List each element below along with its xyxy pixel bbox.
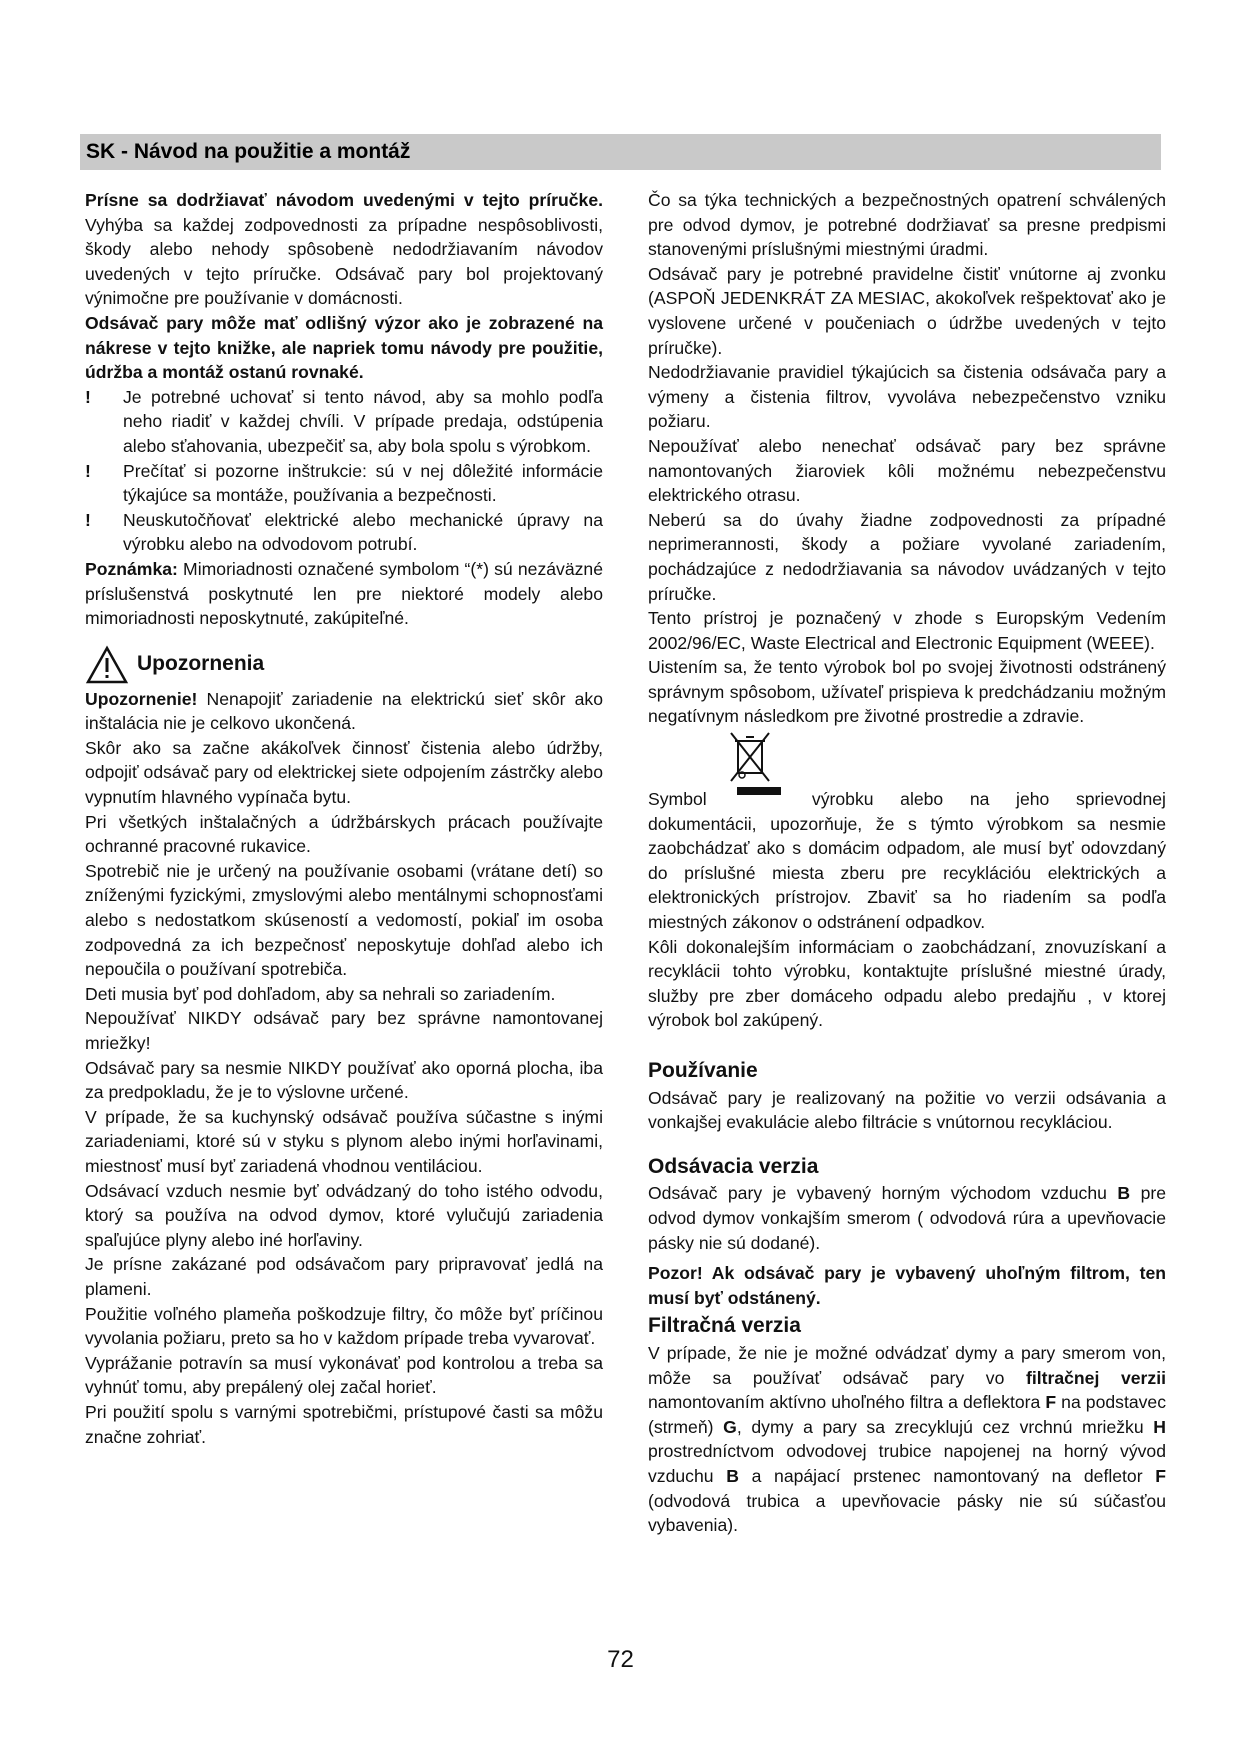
warnings-title: Upozornenia [137,652,265,676]
paragraph: Je prísne zakázané pod odsávačom pary pripravovať jedlá na plameni. [85,1254,603,1299]
warnings-heading [85,645,603,685]
paragraph: Neberú sa do úvahy žiadne zodpovednosti za prípadné neprimerannosti, škody a požiare vyvolané zariadením, pochádzajúce z nedodržiavania sa návodov uvádzaných v tejto príručke. [648,509,1166,604]
suction-text: Odsávač pary je vybavený horným východom vzduchu [648,1183,1118,1204]
exclamation-icon: ! [85,509,91,530]
symbol-word: jeho [1016,789,1050,810]
usage-title: Používanie [648,1059,758,1082]
filter-text: prostredníctvom odvodovej trubice napojenej na horný vývod vzduchu [648,1441,1166,1486]
page-number: 72 [607,1646,634,1673]
bullet-item [85,508,603,557]
label-g: G [723,1416,737,1437]
label-f: F [1045,1392,1057,1413]
filter-paragraph [648,1341,1166,1538]
filter-text: , dymy a pary sa zrecyklujú cez vrchnú mriežku [736,1416,1154,1437]
paragraph: Deti musia byť pod dohľadom, aby sa nehrali so zariadením. [85,983,556,1004]
caution-paragraph: Pozor! Ak odsávač pary je vybavený uhoľným filtrom, ten musí byť odstánený. [648,1263,1166,1308]
note-text: Mimoriadnosti označené symbolom “(*) sú nezáväzné príslušenstvá poskytnuté len pre niektoré modely alebo mimoriadnosti neposkytnuté, zakúpiteľné. [85,558,603,629]
symbol-paragraph: dokumentácii, upozorňuje, že s týmto výrobkom sa nesmie zaobchádzať ako s domácim odpadom, ale musí byť odovzdaný do príslušné miesta zberu pre recyklációu elektrických a elektronických prístrojov. Zbaviť sa ho riadením sa podľa miestných zákonov o odstránení odpadkov. [648,813,1166,933]
paragraph: Skôr ako sa začne akákoľvek činnosť čistenia alebo údržby, odpojiť odsávač pary od elektrickej siete odpojením zástrčky alebo vypnutím hlavného vypínača bytu. [85,737,603,808]
paragraph: Použitie voľného plameňa poškodzuje filtry, čo môže byť príčinou vyvolania požiaru, preto sa ho v každom prípade treba vyvarovať. [85,1303,603,1349]
symbol-word: na [969,789,990,810]
label-f: F [1155,1465,1166,1486]
symbol-word: Symbol [648,789,707,810]
bullet-text: Je potrebné uchovať si tento návod, aby sa mohlo podľa neho riadiť v každej chvíli. V prípade predaja, odstúpenia alebo sťahovania, ubezpečiť sa, aby bola spolu s výrobkom. [123,386,603,456]
paragraph: Nedodržiavanie pravidiel týkajúcich sa čistenia odsávača pary a výmeny a čistenia filtrov, vyvoláva nebezpečenstvo vzniku požiaru. [648,362,1166,432]
warning-text: Nenapojiť zariadenie na elektrickú sieť skôr ako inštalácia nie je celkovo ukončená. [85,688,603,734]
intro-paragraph [85,188,603,311]
crossed-bin-icon [728,729,772,785]
paragraph: Pri všetkých inštalačných a údržbárskych prácach používajte ochranné pracovné rukavice. [85,811,603,857]
intro-text: Vyhýba sa každej zodpovednosti za prípadne nespôsoblivosti, škody alebo nehody spôsobenè nedodržiavaním návodov uvedených v tejto príručke. Odsávač pary bol projektovaný výnimočne pre používanie v domácnosti. [85,214,603,309]
filter-title: Filtračná verzia [648,1314,801,1338]
warning-paragraph [85,687,603,736]
paragraph: Pri použití spolu s varnými spotrebičmi, prístupové časti sa môžu značne zohriať. [85,1401,603,1447]
intro-bold: Prísne sa dodržiavať návodom uvedenými v tejto príručke. [85,190,603,210]
label-b: B [1117,1183,1131,1204]
filter-text: (odvodová trubica a upevňovacie pásky nie sú súčasťou vybavenia). [648,1490,1166,1536]
filter-bold: filtračnej verzii [1026,1367,1166,1388]
filter-text: namontovaním aktívno uhoľného filtra a deflektora [648,1392,1046,1413]
paragraph: Nepoužívať alebo nenechať odsávač pary bez správne namontovaných žiaroviek kôli možnému nebezpečenstvu elektrického otrasu. [648,435,1166,506]
info-paragraph: Kôli dokonalejším informáciam o zaobchádzaní, znovuzískaní a recyklácii tohto výrobku, kontaktujte príslušné miestné úrady, služby pre zber domáceho odpadu alebo predajňu , v ktorej výrobok bol zakúpený. [648,936,1166,1031]
suction-title: Odsávacia verzia [648,1154,819,1178]
label-h: H [1153,1416,1167,1437]
page-title: SK - Návod na použitie a montáž [86,140,411,163]
warning-label: Upozornenie! [85,688,198,709]
bullet-text: Neuskutočňovať elektrické alebo mechanické úpravy na výrobku alebo na odvodovom potrubí. [123,509,603,555]
filter-text: V prípade, že nie je možné odvádzať dymy a pary smerom von, môže sa používať odsávač pary vo [648,1342,1166,1388]
exclamation-icon: ! [85,460,91,481]
paragraph: Spotrebič nie je určený na používanie osobami (vrátane detí) so zníženými fyzickými, zmyslovými alebo mentálnymi schopnosťami alebo s nedostatkom skúseností a vedomostí, pokiaľ im osoba zodpovedná za ich bezpečnosť neposkytuje dohľad alebo ich nepoučila o používaní spotrebiča. [85,860,603,980]
bullet-text: Prečítať si pozorne inštrukcie: sú v nej dôležité informácie týkajúce sa montáže, používania a bezpečnosti. [123,460,603,506]
paragraph: Čo sa týka technických a bezpečnostných opatrení schválených pre odvod dymov, je potrebné dodržiavať sa presne predpismi stanovenými príslušnými miestnými úradmi. [648,190,1166,260]
exclamation-icon: ! [85,386,91,407]
symbol-line [648,787,1166,812]
warning-triangle-icon [85,645,129,685]
symbol-word: sprievodnej [1075,789,1166,810]
symbol-bar-icon [737,787,781,795]
filter-text: na podstavec (strmeň) [648,1392,1166,1437]
bullet-item [85,459,603,508]
symbol-word: alebo [900,789,944,810]
paragraph: Vyprážanie potravín sa musí vykonávať pod kontrolou a treba sa vyhnúť tomu, aby prepálený olej začal horieť. [85,1352,603,1398]
paragraph: Odsávač pary je potrebné pravidelne čistiť vnútorne aj zvonku (ASPOŇ JEDENKRÁT ZA MESIAC, akokoľvek rešpektovať ako je vyslovene určené v poučeniach o údržbe uvedených v tejto príručke). [648,263,1166,358]
paragraph: Odsávač pary sa nesmie NIKDY používať ako oporná plocha, iba za predpokladu, že je to výslovne určené. [85,1057,603,1103]
paragraph: Nepoužívať NIKDY odsávač pary bez správne namontovanej mriežky! [85,1008,603,1053]
right-column [648,188,1166,1538]
paragraph: Uistením sa, že tento výrobok bol po svojej životnosti odstránený správnym spôsobom, užívateľ prispieva k predchádzaniu možným negatívnym následkom pre životné prostredie a zdravie. [648,657,1166,727]
bullet-item [85,385,603,459]
symbol-word: výrobku [811,789,874,810]
label-b: B [726,1465,739,1486]
note-label: Poznámka: [85,558,178,579]
appearance-note: Odsávač pary môže mať odlišný výzor ako je zobrazené na nákrese v tejto knižke, ale napriek tomu návody pre použitie, údržba a montáž ostanú rovnaké. [85,312,603,383]
paragraph: Odsávací vzduch nesmie byť odvádzaný do toho istého odvodu, ktorý sa používa na odvod dymov, ktoré vylučujú zariadenia spaľujúce plyny alebo iné horľaviny. [85,1180,603,1250]
paragraph: V prípade, že sa kuchynský odsávač používa súčastne s inými zariadeniami, ktoré sú v styku s plynom alebo inými horľavinami, miestnosť musí byť zariadená vhodnou ventiláciou. [85,1106,603,1176]
note-paragraph [85,557,603,631]
paragraph: Tento prístroj je poznačený v zhode s Europským Vedením 2002/96/EC, Waste Electrical and Electronic Equipment (WEEE). [648,608,1166,653]
left-column [85,188,603,1449]
usage-paragraph: Odsávač pary je realizovaný na požitie vo verzii odsávania a vonkajšej evakulácie alebo filtrácie s vnútornou recykláciou. [648,1087,1166,1133]
weee-symbol-row [648,729,1166,787]
section-header-bar [80,134,1161,170]
suction-text: pre odvod dymov vonkajším smerom ( odvodová rúra a upevňovacie pásky nie sú dodané). [648,1183,1166,1253]
filter-text: a napájací prstenec namontovaný na defletor [738,1465,1156,1486]
suction-paragraph [648,1181,1166,1255]
